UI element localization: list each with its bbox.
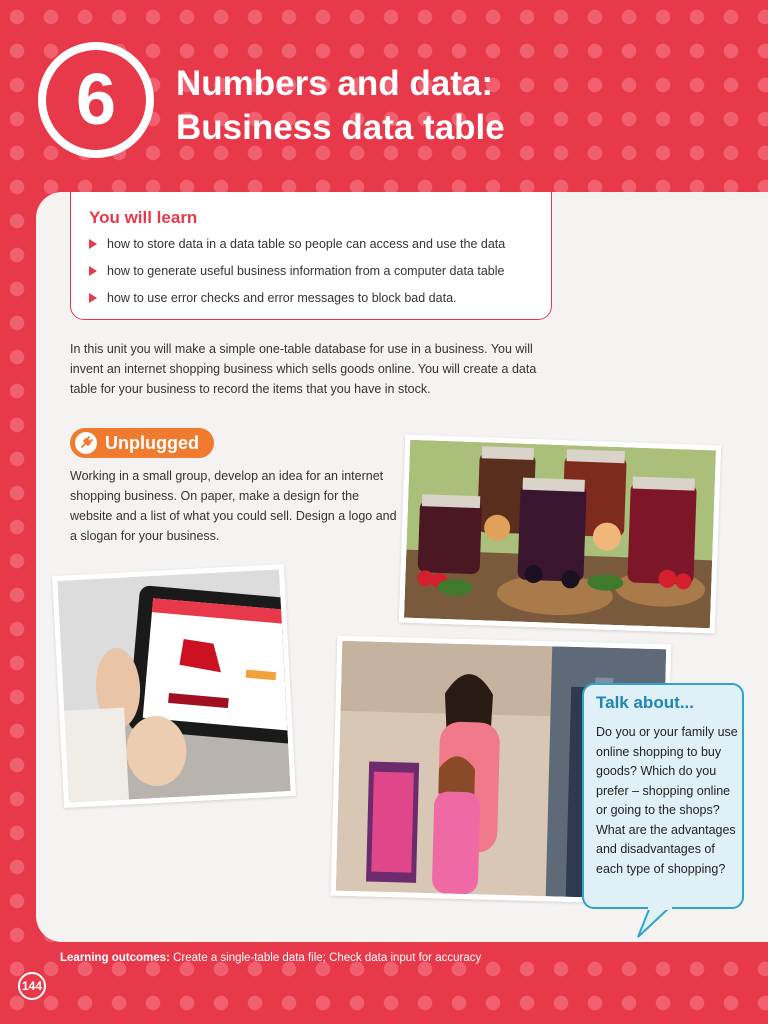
plug-icon xyxy=(75,432,97,454)
talk-about-box xyxy=(582,683,744,909)
objective-text: how to generate useful business information from a computer data table xyxy=(107,264,505,278)
learning-objectives-box xyxy=(70,192,552,320)
speech-bubble-tail-icon xyxy=(636,907,676,939)
unplugged-label: Unplugged xyxy=(105,432,199,453)
chapter-title-line1: Numbers and data: xyxy=(176,64,493,103)
learning-outcomes-text: Create a single-table data file; Check data input for accuracy xyxy=(169,952,482,964)
bullet-arrow-icon xyxy=(89,266,97,276)
chapter-title-line2: Business data table xyxy=(176,108,505,147)
list-item xyxy=(89,290,505,317)
objective-text: how to store data in a data table so people can access and use the data xyxy=(107,237,506,251)
talk-about-heading: Talk about... xyxy=(596,693,694,712)
bullet-arrow-icon xyxy=(89,293,97,303)
chapter-title xyxy=(176,62,505,150)
bullet-arrow-icon xyxy=(89,239,97,249)
objective-text: how to use error checks and error messages to block bad data. xyxy=(107,291,457,305)
chapter-badge xyxy=(38,42,154,158)
learning-outcomes xyxy=(60,952,481,964)
learning-outcomes-label: Learning outcomes: xyxy=(60,952,170,964)
learning-objectives-heading: You will learn xyxy=(89,208,198,227)
tablet-shopping-photo xyxy=(52,564,296,808)
unplugged-activity-text: Working in a small group, develop an idea for an internet shopping business. On paper, make a design for the website and a list of what you could sell. Design a logo and a slogan for your business. xyxy=(70,469,397,543)
talk-about-text: Do you or your family use online shopping to buy goods? Which do you prefer – shopping online or going to the shops? What are the advantages and disadvantages of each type of shopping? xyxy=(596,725,738,876)
page-number: 144 xyxy=(18,972,46,1000)
learning-objectives-list xyxy=(89,236,505,317)
chapter-number: 6 xyxy=(46,50,146,150)
list-item xyxy=(89,263,505,290)
unplugged-badge xyxy=(70,428,214,458)
intro-paragraph: In this unit you will make a simple one-table database for use in a business. You will invent an internet shopping business which sells goods online. You will create a data table for your business to record the items that you have in stock. xyxy=(70,342,537,396)
jam-jars-photo xyxy=(399,435,721,634)
list-item xyxy=(89,236,505,263)
